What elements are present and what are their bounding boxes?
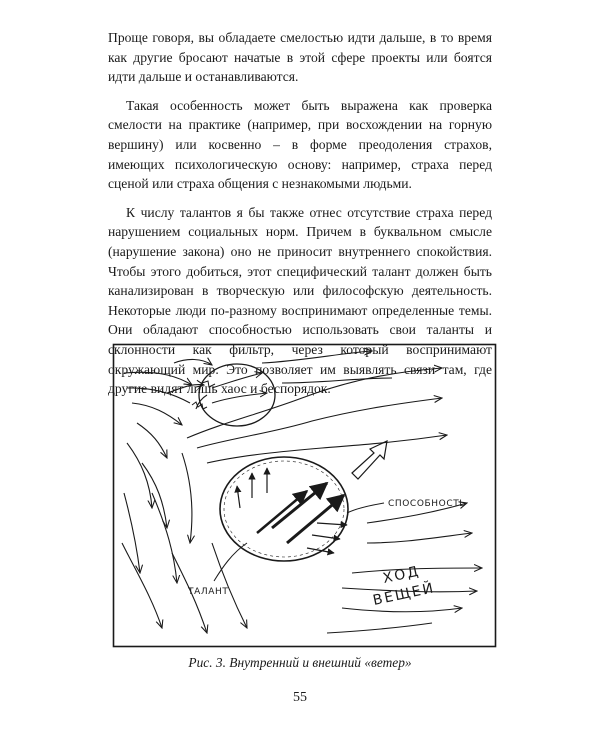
small-obstacle-circle [192,364,275,426]
label-talent: ТАЛАНТ [188,587,229,597]
paragraph-2: Такая особенность может быть выражена как проверка смелости на практике (например, при восхождении на горную вершину) или косвенно – в форме преодоления страхов, имеющих психологическую основу: например, страха перед сценой или страха общения с незнакомыми людьми. [108,97,492,192]
ability-pointer [347,503,384,513]
figure-caption: Рис. 3. Внутренний и внешний «ветер» [188,655,412,670]
figure-illustration [112,343,497,648]
page-number: 55 [293,690,307,705]
label-ability: СПОСОБНОСТЬ [388,499,467,509]
paragraph-3: К числу талантов я бы также отнес отсутствие страха перед нарушением социальных норм. Причем в буквальном смысле (нарушение закона) оно не приносит внутреннего спокойствия. Чтобы этого добиться, этот специфический талант должен быть канализирован в творческую или философскую деятельность. Некоторые люди по-разному воспринимают определенные темы. Они обладают способностью использовать свои таланты и склонности как фильтр, через который воспринимают окружающий мир. Это позволяет им выявлять связи там, где другие видят лишь хаос и беспорядок. [108,204,492,397]
figure-frame [114,345,496,647]
label-course-line1: ХОД [381,563,422,587]
talent-circle [220,457,348,561]
block-arrow [352,441,387,479]
paragraph-1: Проще говоря, вы обладаете смелостью идти дальше, в то время как другие бросают начатые в этой сфере проекты или боятся идти дальше и останавливаются. [108,30,492,85]
label-course-line2: ВЕЩЕЙ [371,580,437,609]
